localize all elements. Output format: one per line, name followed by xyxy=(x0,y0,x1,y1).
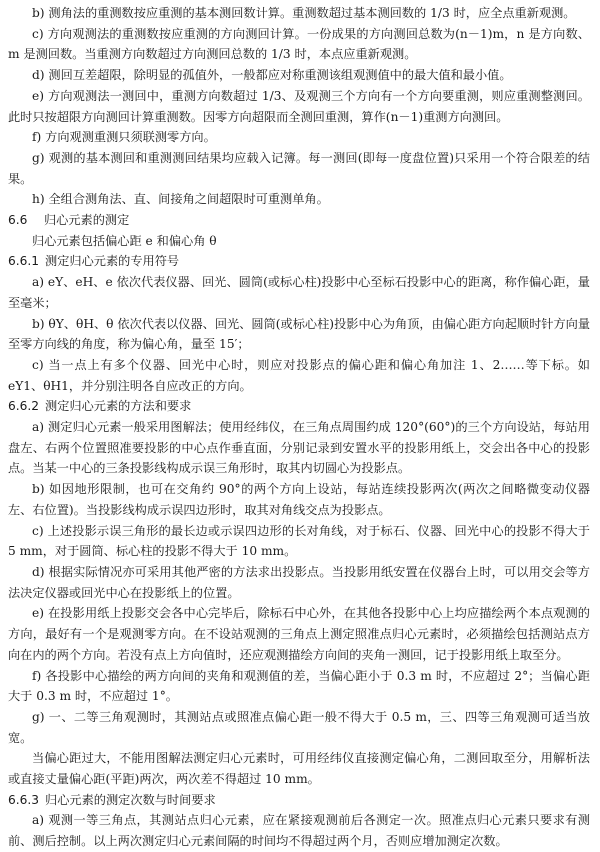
paragraph-6-6-2-a: a) 测定归心元素一般采用图解法；使用经纬仪，在三角点周围约成 120°(60°)的三个方向设站，每站用盘左、右两个位置照准要投影的中心点作垂直面，分别记录到安置水平的投影用纸上，交会出各中心的投影点。当某一中心的三条投影线构成示误三角形时，取其内切圆心为投影点。 xyxy=(8,420,590,476)
paragraph-6-6-1-c: c) 当一点上有多个仪器、回光中心时，则应对投影点的偏心距和偏心角加注 1、2……等下标。如 eY1、θH1，并分别注明各自应改正的方向。 xyxy=(8,357,590,393)
section-title: 测定归心元素的专用符号 xyxy=(45,254,180,269)
section-number: 6.6.2 xyxy=(8,399,40,414)
paragraph-6-6-2-c: c) 上述投影示误三角形的最长边或示误四边形的长对角线，对于标石、仪器、回光中心的投影不得大于 5 mm，对于圆筒、标心柱的投影不得大于 10 mm。 xyxy=(8,523,590,559)
section-title: 归心元素的测定 xyxy=(44,213,130,228)
paragraph-6-5-c: c) 方向观测法的重测数按应重测的方向测回计算。一份成果的方向测回总数为(n－1)m，n 是方向数、m 是测回数。当重测方向数超过方向测回总数的 1/3 时，本点应重新观测。 xyxy=(8,26,590,62)
paragraph-6-5-e: e) 方向观测法一测回中，重测方向数超过 1/3、及观测三个方向有一个方向要重测，则应重测整测回。此时只按超限方向测回计算重测数。因零方向超限而全测回重测，算作(n－1)重测方向测回。 xyxy=(8,88,590,124)
paragraph-6-6-3-a: a) 观测一等三角点，其测站点归心元素，应在紧接观测前后各测定一次。照准点归心元素只要求有测前、测后控制。以上两次测定归心元素间隔的时间均不得超过两个月，否则应增加测定次数。 xyxy=(8,813,590,849)
paragraph-6-5-h: h) 全组合测角法、直、间接角之间超限时可重测单角。 xyxy=(32,192,329,207)
section-heading-6-6-2 xyxy=(8,396,590,417)
paragraph-6-5-f: f) 方向观测重测只须联测零方向。 xyxy=(32,130,216,145)
paragraph-6-6-1-a: a) eY、eH、e 依次代表仪器、回光、圆筒(或标心柱)投影中心至标石投影中心的距离，称作偏心距，量至毫米； xyxy=(8,275,590,310)
paragraph-6-5-d: d) 测回互差超限，除明显的孤值外，一般都应对称重测该组观测值中的最大值和最小值。 xyxy=(32,68,512,83)
paragraph-6-5-g: g) 观测的基本测回和重测测回结果均应载入记簿。每一测回(即每一度盘位置)只采用一个符合限差的结果。 xyxy=(8,150,590,186)
paragraph-6-5-b: b) 测角法的重测数按应重测的基本测回数计算。重测数超过基本测回数的 1/3 时，应全点重新观测。 xyxy=(32,6,576,20)
paragraph-6-6-2-note: 当偏心距过大，不能用图解法测定归心元素时，可用经纬仪直接测定偏心角，二测回取至分，用解析法或直接丈量偏心距(平距)两次，两次差不得超过 10 mm。 xyxy=(8,751,590,787)
paragraph-6-6-2-f: f) 各投影中心描绘的两方向间的夹角和观测值的差，当偏心距小于 0.3 m 时，不应超过 2°；当偏心距大于 0.3 m 时，不应超过 1°。 xyxy=(8,668,590,704)
section-number: 6.6 xyxy=(8,213,28,228)
section-title: 测定归心元素的方法和要求 xyxy=(45,399,192,414)
section-intro: 归心元素包括偏心距 e 和偏心角 θ xyxy=(32,233,217,248)
section-heading-6-6-1 xyxy=(8,251,590,272)
section-number: 6.6.1 xyxy=(8,254,40,269)
section-title: 归心元素的测定次数与时间要求 xyxy=(45,792,216,807)
paragraph-6-6-1-b: b) θY、θH、θ 依次代表以仪器、回光、圆筒(或标心柱)投影中心为角顶，由偏心距方向起顺时针方向量至零方向线的角度，称为偏心角，量至 15′； xyxy=(8,316,590,352)
paragraph-6-6-2-b: b) 如因地形限制，也可在交角约 90°的两个方向上设站，每站连续投影两次(两次之间略微变动仪器左、右位置)。当投影线构成示误四边形时，取其对角线交点为投影点。 xyxy=(8,482,590,517)
section-number: 6.6.3 xyxy=(8,792,40,807)
paragraph-6-6-2-e: e) 在投影用纸上投影交会各中心完毕后，除标石中心外，在其他各投影中心上均应描绘两个本点观测的方向，最好有一个是观测零方向。在不设站观测的三角点上测定照准点归心元素时，必须描绘包括测站点方向在内的两个方向。若没有点上方向值时，还应观测描绘方向间的夹角一测回，记于投影用纸上取至分。 xyxy=(8,606,590,662)
section-heading-6-6 xyxy=(8,210,590,231)
paragraph-6-6-2-d: d) 根据实际情况亦可采用其他严密的方法求出投影点。当投影用纸安置在仪器台上时，可以用交会等方法决定仪器或回光中心在投影纸上的位置。 xyxy=(8,564,590,600)
section-heading-6-6-3 xyxy=(8,790,590,811)
paragraph-6-6-2-g: g) 一、二等三角观测时，其测站点或照准点偏心距一般不得大于 0.5 m，三、四等三角观测可适当放宽。 xyxy=(8,709,590,745)
